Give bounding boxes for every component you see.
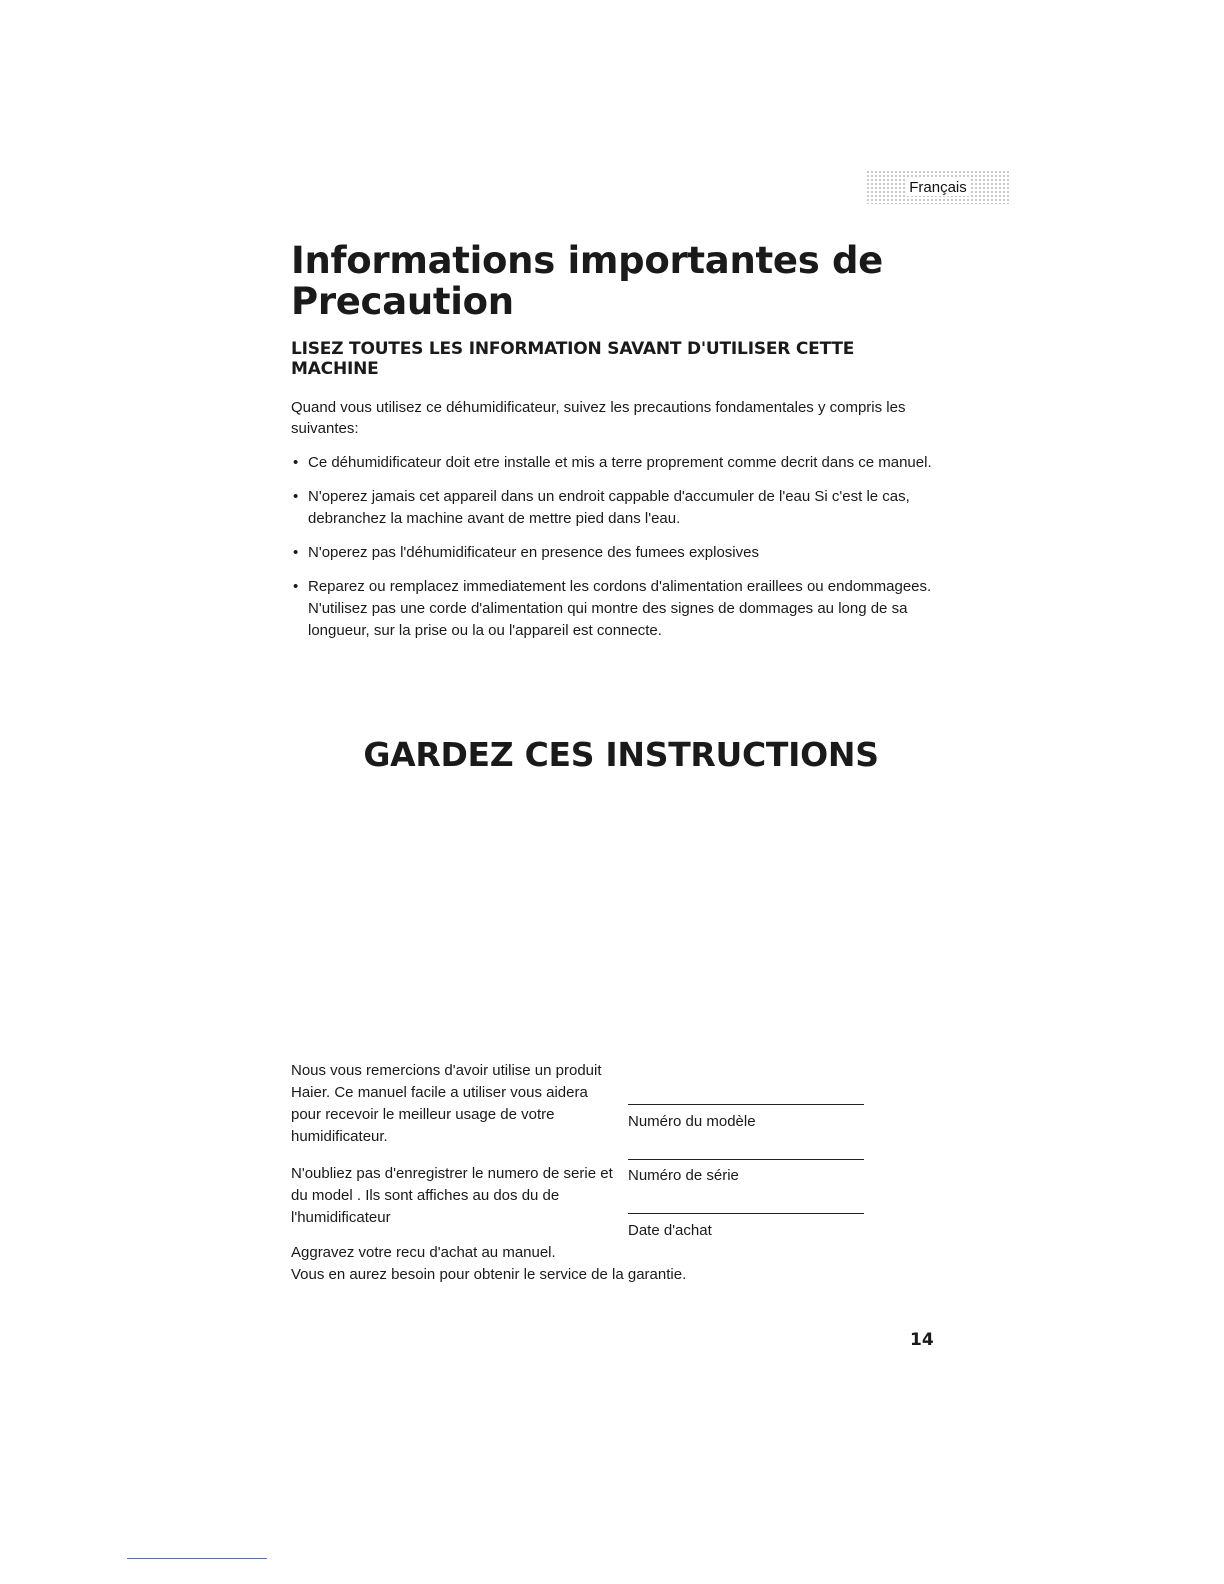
- list-item-text: Ce déhumidificateur doit etre installe et mis a terre proprement comme decrit dans ce manuel.: [308, 454, 932, 471]
- list-item-text: N'operez jamais cet appareil dans un endroit cappable d'accumuler de l'eau Si c'est le cas, debranchez la machine avant de mettre pied dans l'eau.: [308, 488, 910, 527]
- list-item: [291, 576, 941, 642]
- serial-number-label: Numéro de série: [628, 1167, 739, 1184]
- page-number: 14: [910, 1330, 934, 1350]
- precaution-list: [291, 452, 941, 654]
- list-item-text: Reparez ou remplacez immediatement les cordons d'alimentation eraillees ou endommagees. N'utilisez pas une corde d'alimentation qui montre des signes de dommages au long de sa longueur, sur la prise ou la ou l'appareil est connecte.: [308, 578, 932, 639]
- language-tab: [866, 170, 1010, 204]
- list-item: [291, 452, 941, 474]
- page-title: Informations importantes de Precaution: [291, 239, 883, 323]
- keep-instructions-heading: GARDEZ CES INSTRUCTIONS: [363, 735, 879, 774]
- section-subtitle: LISEZ TOUTES LES INFORMATION SAVANT D'UTILISER CETTE MACHINE: [291, 339, 855, 379]
- list-item: [291, 486, 941, 530]
- model-number-line: [628, 1104, 864, 1105]
- serial-number-line: [628, 1159, 864, 1160]
- list-item-text: N'operez pas l'déhumidificateur en presence des fumees explosives: [308, 544, 759, 561]
- bullet-icon: •: [293, 488, 299, 505]
- bullet-icon: •: [293, 544, 299, 561]
- list-item: [291, 542, 941, 564]
- reminder-paragraph: N'oubliez pas d'enregistrer le numero de serie et du model . Ils sont affiches au dos du de l'humidificateur: [291, 1165, 613, 1226]
- bullet-icon: •: [293, 454, 299, 471]
- receipt-note-line2: Vous en aurez besoin pour obtenir le service de la garantie.: [291, 1266, 687, 1283]
- thanks-paragraph: Nous vous remercions d'avoir utilise un produit Haier. Ce manuel facile a utiliser vous aidera pour recevoir le meilleur usage de votre humidificateur.: [291, 1062, 602, 1145]
- bullet-icon: •: [293, 578, 299, 595]
- receipt-note-line1: Aggravez votre recu d'achat au manuel.: [291, 1244, 556, 1261]
- language-label: Français: [909, 178, 967, 196]
- purchase-date-line: [628, 1213, 864, 1214]
- scan-edge-line: [127, 1558, 267, 1559]
- receipt-note: [291, 1242, 931, 1286]
- purchase-date-label: Date d'achat: [628, 1222, 712, 1239]
- intro-paragraph: Quand vous utilisez ce déhumidificateur, suivez les precautions fondamentales y compris les suivantes:: [291, 399, 906, 437]
- model-number-label: Numéro du modèle: [628, 1113, 756, 1130]
